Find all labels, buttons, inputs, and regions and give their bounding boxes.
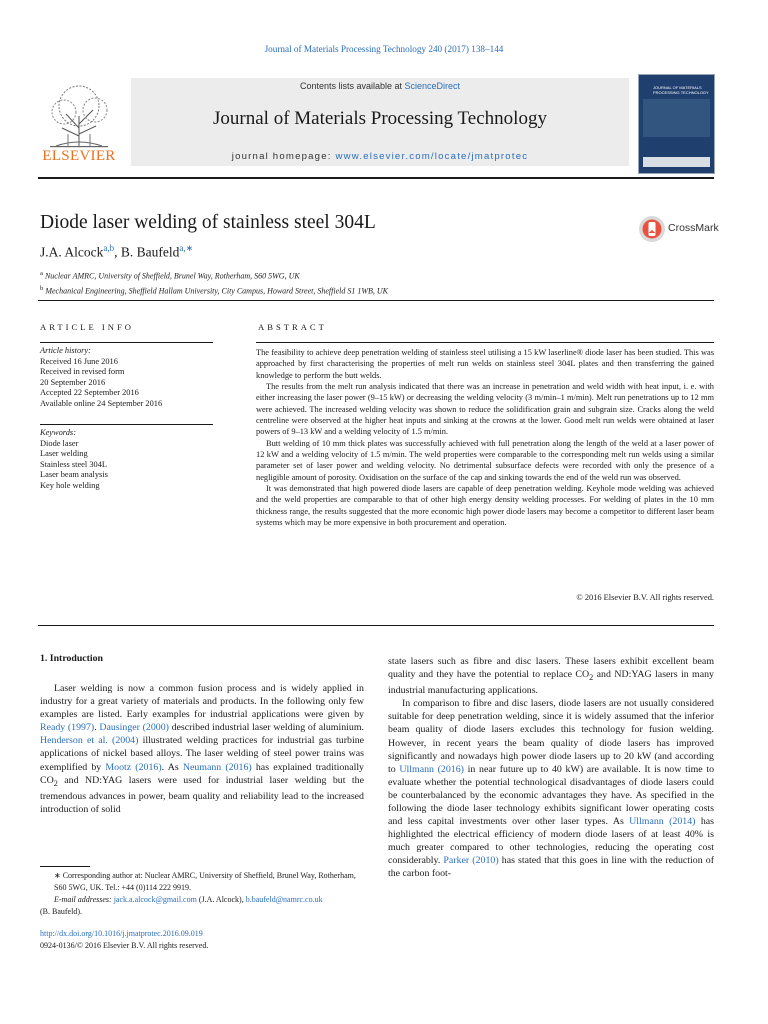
article-history bbox=[40, 346, 213, 410]
author-alcock-affil[interactable]: a,b bbox=[103, 243, 115, 253]
ref-ullmann-2016[interactable]: Ullmann (2016) bbox=[399, 763, 464, 775]
abstract-heading: ABSTRACT bbox=[258, 322, 327, 332]
affiliations bbox=[40, 268, 388, 297]
keyword-item: Key hole welding bbox=[40, 480, 100, 490]
history-item: Accepted 22 September 2016 bbox=[40, 388, 139, 398]
doi-link[interactable]: http://dx.doi.org/10.1016/j.jmatprotec.2016.09.019 bbox=[40, 929, 203, 938]
introduction-paragraph-1-cont bbox=[388, 655, 714, 697]
text-span: illustrated welding practices for industrial gas turbine applications of nickel based alloys. The laser welding of steel power trains was exemplified by bbox=[40, 735, 365, 773]
text-span: has stated that this goes in line with the reduction of the carbon foot- bbox=[388, 855, 714, 880]
ref-henderson[interactable]: Henderson et al. (2004) bbox=[40, 735, 139, 747]
author-list bbox=[40, 243, 193, 261]
abstract-copyright: © 2016 Elsevier B.V. All rights reserved. bbox=[576, 593, 714, 602]
history-item: 20 September 2016 bbox=[40, 377, 106, 387]
keyword-item: Stainless steel 304L bbox=[40, 459, 107, 469]
author-separator: , bbox=[114, 244, 121, 260]
affiliation-b-text: Mechanical Engineering, Sheffield Hallam University, City Campus, Howard Street, Sheffield S1 1WB, UK bbox=[45, 286, 389, 296]
issn-line: 0924-0136/© 2016 Elsevier B.V. All rights reserved. bbox=[40, 940, 209, 950]
text-span: Laser welding is now a common fusion process and is widely applied in industry for a great variety of materials and products. In the following only few examples are listed. Early examples for industrial applications were given by bbox=[40, 683, 364, 721]
subscript: 2 bbox=[53, 778, 58, 788]
email-baufeld-who: (B. Baufeld). bbox=[40, 907, 82, 916]
email-baufeld-link[interactable]: b.baufeld@namrc.co.uk bbox=[245, 895, 323, 904]
corresponding-author-note bbox=[40, 870, 370, 894]
header-divider bbox=[38, 177, 714, 179]
text-span: . bbox=[94, 722, 100, 734]
journal-citation[interactable]: Journal of Materials Processing Technology 240 (2017) 138–144 bbox=[264, 44, 504, 54]
journal-homepage-link[interactable]: www.elsevier.com/locate/jmatprotec bbox=[335, 151, 529, 162]
abstract-body bbox=[256, 347, 714, 529]
keyword-item: Laser welding bbox=[40, 449, 88, 459]
email-label: E-mail addresses: bbox=[54, 895, 112, 904]
keywords-label: Keywords: bbox=[40, 428, 76, 437]
affiliation-a-text: Nuclear AMRC, University of Sheffield, Brunel Way, Rotherham, S60 5WG, UK bbox=[44, 271, 300, 281]
ref-neumann[interactable]: Neumann (2016) bbox=[182, 761, 252, 773]
cover-band bbox=[643, 99, 710, 137]
article-info-heading: ARTICLE INFO bbox=[40, 322, 134, 332]
text-span: has explained traditionally CO bbox=[40, 761, 364, 786]
history-label: Article history: bbox=[40, 346, 91, 355]
cover-title: JOURNAL OF MATERIALS PROCESSING TECHNOLOGY bbox=[653, 85, 709, 95]
abstract-paragraph-1: The feasibility to achieve deep penetration welding of stainless steel utilising a 15 kW laserline® diode laser has been studied. This was approached by first characterising the properties of melt run welds on stainless steel 304L plates and then transferring the gained knowledge to perform the butt welds. bbox=[256, 348, 714, 380]
keyword-item: Laser beam analysis bbox=[40, 470, 108, 480]
contents-prefix: Contents lists available at bbox=[299, 81, 405, 91]
journal-title: Journal of Materials Processing Technology bbox=[213, 108, 547, 129]
text-span: and ND:YAG lasers were used for industrial laser welding but the tremendous advances in power, beam quality and reliability lead to the increased introduction of solid bbox=[40, 774, 364, 815]
history-item: Received 16 June 2016 bbox=[40, 356, 118, 366]
abstract-bottom-divider bbox=[38, 625, 714, 626]
author-baufeld: B. Baufeld bbox=[120, 244, 180, 260]
contents-available-line bbox=[131, 81, 629, 91]
abstract-paragraph-4: It was demonstrated that high powered diode lasers are capable of deep penetration welding. Keyhole mode welding was achieved and the weld properties are comparable to that of other high energy density welding processes. For welding of plates in the 10 mm thickness range, the results suggested that the more economic high power diode lasers may become a competitor to different laser beam systems which may be more expensive in both procurement and operation. bbox=[256, 484, 714, 528]
ref-ullmann-2014[interactable]: Ullmann (2014) bbox=[629, 816, 696, 828]
text-span: and ND:YAG lasers in many industrial manufacturing applications. bbox=[388, 669, 714, 697]
keyword-item: Diode laser bbox=[40, 438, 79, 448]
author-alcock: J.A. Alcock bbox=[40, 244, 104, 260]
email-line bbox=[40, 894, 370, 906]
affiliation-a bbox=[40, 268, 388, 283]
cover-bottom-strip bbox=[643, 157, 710, 167]
abstract-rule bbox=[256, 342, 714, 343]
homepage-prefix: journal homepage: bbox=[231, 151, 336, 162]
text-span: described industrial laser welding of aluminium. bbox=[168, 722, 364, 734]
history-item: Available online 24 September 2016 bbox=[40, 398, 163, 408]
introduction-paragraph-1 bbox=[40, 682, 364, 816]
footnote-star: ∗ bbox=[54, 871, 61, 880]
crossmark-label[interactable]: CrossMark bbox=[668, 222, 719, 234]
abstract-paragraph-3: Butt welding of 10 mm thick plates was successfully achieved with full penetration along the length of the weld at a laser power of 12 kW and a welding velocity of 1.5 m/min. The weld properties were comparable to the corresponding melt run welds using a similar parameter set of laser power and welding velocity. No detrimental subsurface defects were recorded with only the presence of a negligible amount of porosity. Oxidisation on the surface of the cap and sinking towards the end of the weld run was observed. bbox=[256, 438, 714, 482]
affiliation-divider bbox=[38, 300, 714, 301]
ref-ready[interactable]: Ready (1997) bbox=[40, 722, 95, 734]
introduction-column-left bbox=[40, 682, 364, 816]
introduction-heading: 1. Introduction bbox=[40, 653, 103, 664]
affiliation-b bbox=[40, 283, 388, 298]
text-span: In comparison to fibre and disc lasers, diode lasers are not usually considered suitable for deep penetration welding, since it is widely assumed that the inferior beam quality of diode lasers excludes this technology for fusion welding. However, in recent years the beam quality of diode lasers has improved significantly and nowadays high power diode lasers up to 20 kW (and according to bbox=[388, 698, 714, 775]
email-alcock-link[interactable]: jack.a.alcock@gmail.com bbox=[113, 895, 197, 904]
doi-block bbox=[40, 928, 208, 951]
journal-homepage-line bbox=[131, 151, 629, 162]
article-info-rule bbox=[40, 342, 213, 343]
footnote-rule bbox=[40, 866, 90, 867]
corresponding-text: Corresponding author at: Nuclear AMRC, University of Sheffield, Brunel Way, Rotherham, S60 5WG, UK. Tel.: +44 (0)114 222 9919. bbox=[54, 871, 356, 892]
abstract-paragraph-2: The results from the melt run analysis indicated that there was an increase in penetration and weld width with heat input, i. e. with either increasing the laser power (9–15 kW) or decreasing the welding velocity (3 m/min–1 m/min). Melt run penetrations up to 12 mm were achieved. The increased welding velocity was shown to reduce the solidification grain and subgrain size. Cracks along the weld centreline were observed at the higher heat inputs and sinking at the crowns at the lower. Good melt run welds were obtained at laser powers of 9–13 kW and a welding velocity of 1.5 m/min. bbox=[256, 382, 714, 437]
author-baufeld-affil[interactable]: a,∗ bbox=[179, 243, 194, 253]
footnote bbox=[40, 870, 370, 918]
sciencedirect-link[interactable]: ScienceDirect bbox=[404, 81, 461, 91]
article-title: Diode laser welding of stainless steel 304L bbox=[40, 212, 376, 233]
text-span: has highlighted the electrical efficiency of modern diode lasers of at least 40% is much greater compared to other technologies, reducing the operating cost considerably. bbox=[388, 816, 714, 867]
elsevier-wordmark: ELSEVIER bbox=[42, 148, 116, 164]
journal-cover-image bbox=[638, 74, 715, 174]
introduction-column-right bbox=[388, 655, 714, 881]
keywords bbox=[40, 428, 213, 492]
text-span: state lasers such as fibre and disc lasers. These lasers exhibit excellent beam quality and they have the potential to replace CO bbox=[388, 656, 714, 681]
text-span: in near future up to 40 kW) are available. It is now time to evaluate whether the potential technological disadvantages of diode lasers could be counterbalanced by the economic advantages they have. As specified in the following the diode laser technology exhibits significant lower operating costs and less capital investments over other laser types. As bbox=[388, 763, 715, 828]
ref-dausinger[interactable]: Dausinger (2000) bbox=[99, 722, 169, 734]
text-span: . As bbox=[161, 761, 183, 773]
introduction-paragraph-2 bbox=[388, 697, 714, 880]
ref-mootz[interactable]: Mootz (2016) bbox=[105, 761, 162, 773]
email-alcock-who: (J.A. Alcock), bbox=[196, 895, 246, 904]
affiliation-a-marker: a bbox=[40, 270, 43, 277]
ref-parker[interactable]: Parker (2010) bbox=[443, 855, 499, 867]
affiliation-b-marker: b bbox=[40, 284, 44, 292]
history-item: Received in revised form bbox=[40, 367, 125, 377]
keywords-rule bbox=[40, 424, 213, 425]
subscript: 2 bbox=[589, 673, 594, 683]
